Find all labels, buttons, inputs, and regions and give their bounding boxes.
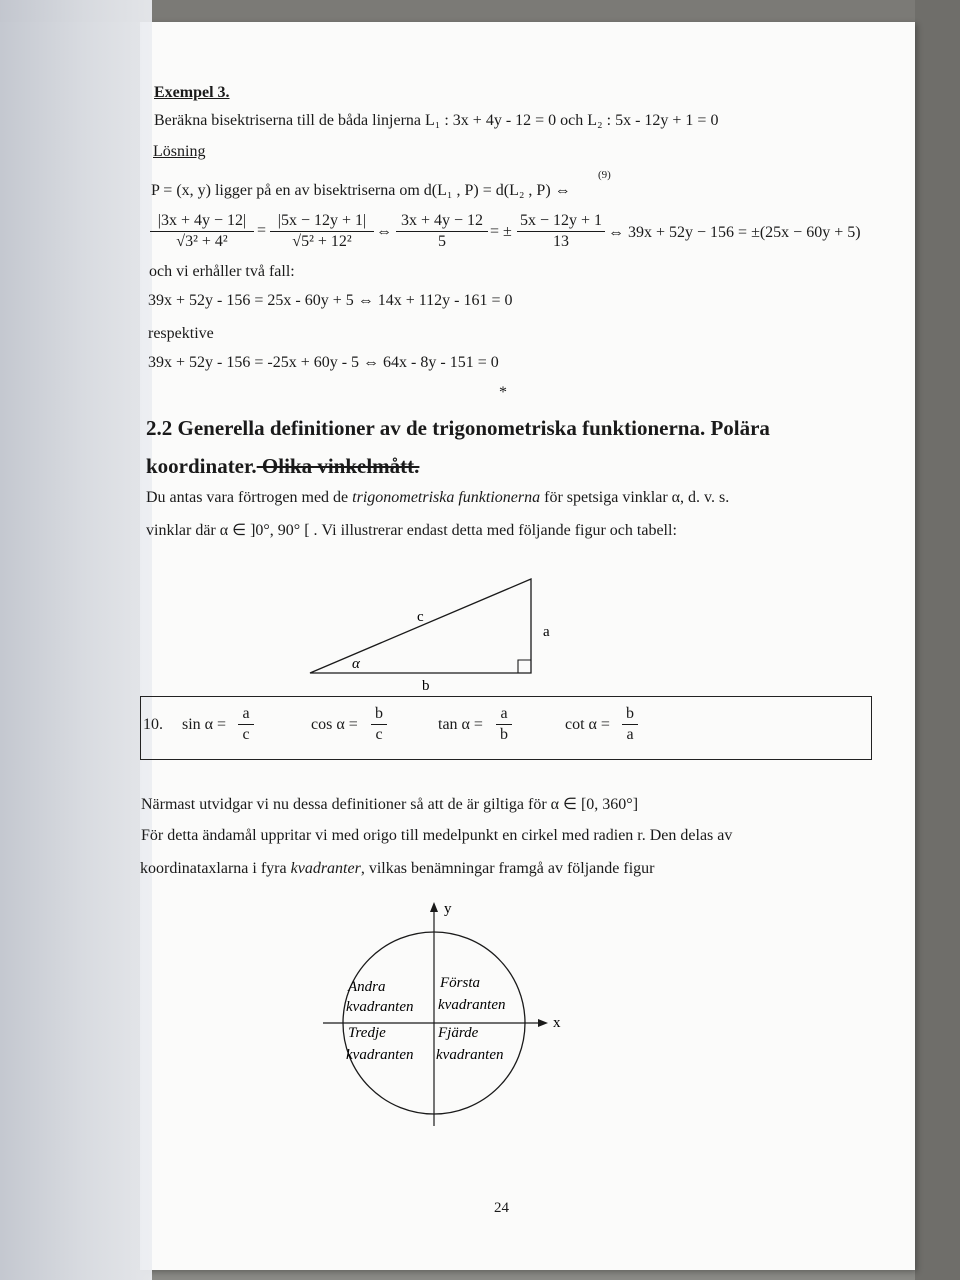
intro-emphasis: trigonometriska funktionerna (352, 489, 541, 506)
q1-label-line1: Första (440, 975, 481, 991)
tan-fraction (496, 706, 512, 743)
cos-fraction (371, 706, 387, 743)
combined-equation: ⇔ 39x + 52y − 156 = ±(25x − 60y + 5) (608, 224, 861, 241)
fraction-denominator: c (375, 726, 383, 743)
extension-line2: För detta ändamål uppritar vi med origo till medelpunkt en cirkel med radien r. Den delas av (141, 827, 733, 844)
fraction-numerator: a (496, 706, 512, 725)
cos-label: cos α = (311, 716, 358, 733)
equation-reference: (9) (598, 169, 611, 181)
extension-line3 (140, 861, 654, 877)
example-task: Beräkna bisektriserna till de båda linjerna L₁ : 3x + 4y - 12 = 0 och L₂ : 5x - 12y + 1 = 0 (154, 112, 719, 129)
extension-line1: Närmast utvidgar vi nu dessa definitioner så att de är giltiga för α ∈ [0, 360°] (141, 796, 639, 813)
right-angle-marker (518, 660, 531, 673)
fraction-denominator: a (626, 726, 634, 743)
section-title-polar: koordinater. (146, 454, 257, 478)
equals-sign: = (257, 222, 267, 239)
fraction-distance-l2 (270, 213, 374, 250)
fraction-numerator: |3x + 4y − 12| (150, 213, 254, 232)
fraction-denominator: b (500, 726, 508, 743)
two-cases-text: och vi erhåller två fall: (149, 263, 295, 280)
fraction-simplified-l2 (517, 213, 605, 250)
respectively-text: respektive (148, 325, 214, 342)
side-b-label: b (422, 678, 430, 692)
x-axis-arrow (538, 1019, 548, 1027)
fraction-numerator: b (371, 706, 387, 725)
quadrant-figure (318, 898, 568, 1130)
intro-line1 (146, 490, 729, 506)
intro-text: för spetsiga vinklar α, d. v. s. (540, 489, 730, 506)
solution-label: Lösning (153, 143, 206, 160)
y-axis-arrow (430, 902, 438, 912)
equivalence-sign: ⇔ (376, 223, 392, 240)
sin-fraction (238, 706, 254, 743)
q3-label-line2: kvadranten (346, 1047, 414, 1063)
section-title-line2 (146, 456, 419, 477)
end-of-example-mark: * (499, 384, 507, 401)
cot-label: cot α = (565, 716, 610, 733)
q2-label-line2: kvadranten (346, 999, 414, 1015)
intro-text: Du antas vara förtrogen med de (146, 489, 353, 506)
q1-label-line2: kvadranten (438, 997, 506, 1013)
sin-label: sin α = (182, 716, 227, 733)
fraction-distance-l1 (150, 213, 254, 250)
section-title-line1: 2.2 Generella definitioner av de trigonometriska funktionerna. Polära (146, 416, 770, 440)
fraction-simplified-l1 (396, 213, 488, 250)
q4-label-line1: Fjärde (438, 1025, 479, 1041)
section-title-struck: Olika vinkelmått. (256, 454, 420, 478)
fraction-numerator: a (238, 706, 254, 725)
x-axis-label: x (553, 1015, 561, 1031)
fraction-denominator: c (242, 726, 250, 743)
side-c-label: c (417, 609, 424, 625)
case-one-equation: 39x + 52y - 156 = 25x - 60y + 5 ⇔ 14x + 112y - 161 = 0 (148, 292, 513, 309)
y-axis-label: y (444, 901, 452, 917)
fraction-numerator: 5x − 12y + 1 (517, 213, 605, 232)
side-a-label: a (543, 624, 550, 640)
cot-fraction (622, 706, 638, 743)
fraction-denominator: 5 (438, 233, 446, 250)
plus-minus-sign: = ± (490, 223, 512, 240)
angle-alpha-label: α (352, 656, 360, 672)
fraction-numerator: b (622, 706, 638, 725)
distance-condition: P = (x, y) ligger på en av bisektriserna om d(L₁ , P) = d(L₂ , P) ⇔ (151, 182, 571, 199)
fraction-denominator: √3² + 4² (176, 233, 228, 250)
case-two-equation: 39x + 52y - 156 = -25x + 60y - 5 ⇔ 64x - 8y - 151 = 0 (148, 354, 499, 371)
intro-line2: vinklar där α ∈ ]0°, 90° [ . Vi illustrerar endast detta med följande figur och tabell: (146, 522, 677, 539)
fraction-denominator: 13 (553, 233, 569, 250)
right-triangle-figure (300, 572, 550, 692)
extension-text: , vilkas benämningar framgå av följande figur (360, 860, 655, 877)
q2-label-line1: Andra (348, 979, 386, 995)
example-heading: Exempel 3. (154, 84, 230, 101)
fraction-numerator: |5x − 12y + 1| (270, 213, 374, 232)
page-number: 24 (494, 1200, 509, 1216)
formula-number: 10. (143, 716, 163, 733)
fraction-numerator: 3x + 4y − 12 (396, 213, 488, 232)
q4-label-line2: kvadranten (436, 1047, 504, 1063)
background-surface-right (915, 0, 960, 1280)
triangle-shape (310, 579, 531, 673)
q3-label-line1: Tredje (348, 1025, 386, 1041)
tan-label: tan α = (438, 716, 483, 733)
facing-page-edge (0, 0, 152, 1280)
fraction-denominator: √5² + 12² (292, 233, 352, 250)
extension-text: koordinataxlarna i fyra (140, 860, 291, 877)
extension-emphasis: kvadranter (290, 860, 361, 877)
